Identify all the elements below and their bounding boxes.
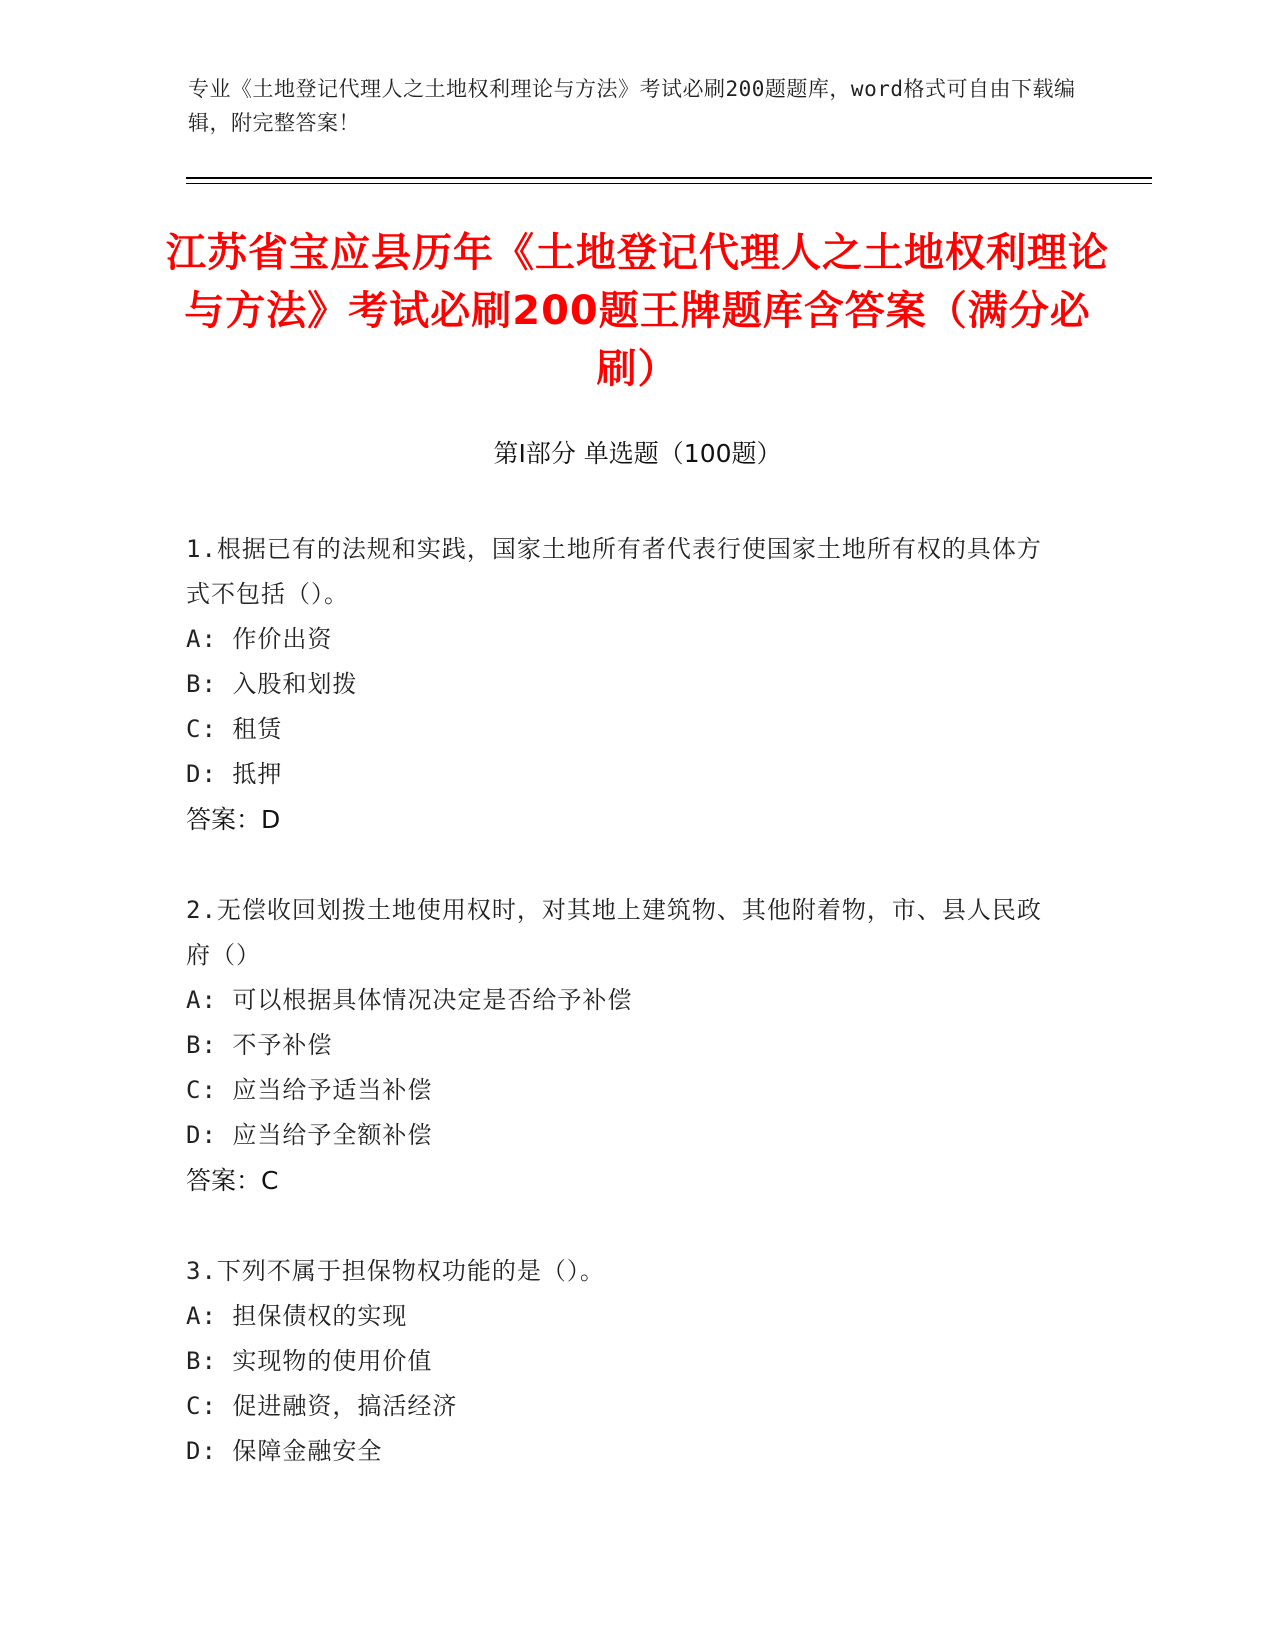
option-b: B: 实现物的使用价值 (186, 1347, 433, 1375)
option-a: A: 作价出资 (186, 625, 333, 653)
question-list (186, 527, 1066, 1520)
option-a: A: 可以根据具体情况决定是否给予补偿 (186, 986, 633, 1014)
answer-line: 答案：C (186, 1166, 279, 1195)
option-b: B: 入股和划拨 (186, 670, 358, 698)
option-d: D: 抵押 (186, 760, 283, 788)
option-d: D: 应当给予全额补偿 (186, 1121, 433, 1149)
option-b: B: 不予补偿 (186, 1031, 333, 1059)
question-1 (186, 527, 1066, 842)
option-a: A: 担保债权的实现 (186, 1302, 408, 1330)
question-2 (186, 888, 1066, 1203)
header-divider-thin (186, 183, 1152, 184)
question-stem: 1.根据已有的法规和实践，国家土地所有者代表行使国家土地所有权的具体方式不包括（）。 (186, 535, 1042, 608)
section-heading: 第Ⅰ部分 单选题（100题） (493, 439, 782, 468)
question-3 (186, 1249, 1066, 1474)
header-note: 专业《土地登记代理人之土地权利理论与方法》考试必刷200题题库，word格式可自由下载编辑，附完整答案！ (188, 77, 1076, 135)
document-title: 江苏省宝应县历年《土地登记代理人之土地权利理论与方法》考试必刷200题王牌题库含答案（满分必刷） (166, 230, 1109, 392)
header-divider-thick (186, 177, 1152, 179)
option-d: D: 保障金融安全 (186, 1437, 383, 1465)
option-c: C: 应当给予适当补偿 (186, 1076, 433, 1104)
question-stem: 3.下列不属于担保物权功能的是（）。 (186, 1257, 605, 1285)
option-c: C: 租赁 (186, 715, 283, 743)
answer-line: 答案：D (186, 805, 281, 834)
option-c: C: 促进融资，搞活经济 (186, 1392, 458, 1420)
question-stem: 2.无偿收回划拨土地使用权时，对其地上建筑物、其他附着物，市、县人民政府（） (186, 896, 1042, 969)
